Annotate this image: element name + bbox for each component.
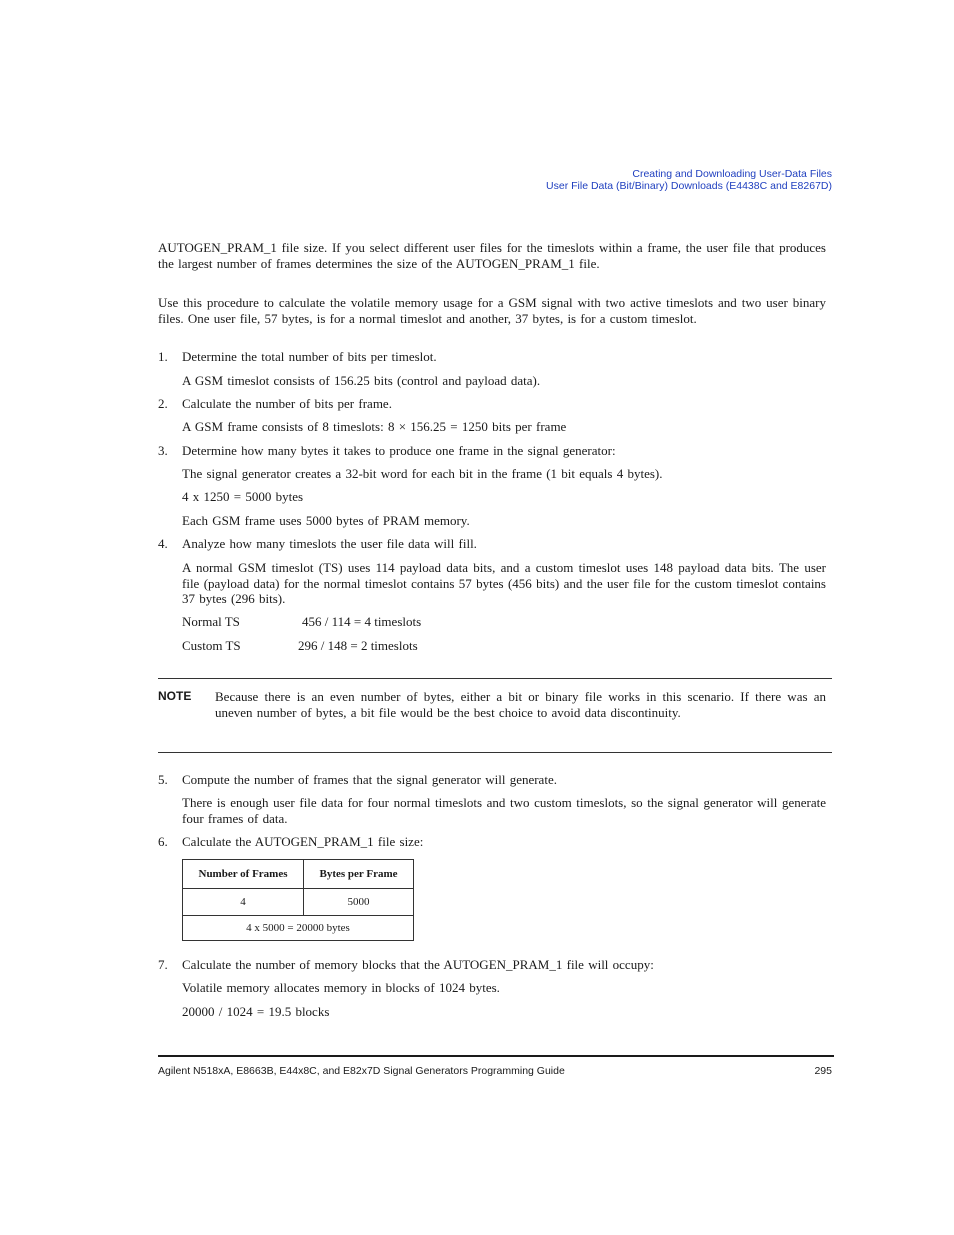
step-5-text: Compute the number of frames that the signal generator will generate.	[182, 772, 557, 787]
step-6-number: 6.	[158, 834, 168, 849]
frame-size-table	[182, 859, 414, 941]
running-header-chapter: Creating and Downloading User-Data Files	[632, 168, 832, 180]
intro-paragraph-1: AUTOGEN_PRAM_1 file size. If you select different user files for the timeslots within a frame, the user file that produces the largest number of frames determines the size of the AUTOGEN_PRAM_1 file.	[158, 240, 826, 271]
step-7-detail-2: 20000 / 1024 = 19.5 blocks	[182, 1004, 330, 1019]
table-total-row	[183, 916, 414, 941]
step-3-number: 3.	[158, 443, 168, 458]
step-6-text: Calculate the AUTOGEN_PRAM_1 file size:	[182, 834, 424, 849]
note-top-rule	[158, 678, 832, 679]
custom-ts-calc: 296 / 148 = 2 timeslots	[298, 638, 418, 653]
step-4-text: Analyze how many timeslots the user file data will fill.	[182, 536, 477, 551]
step-2-detail: A GSM frame consists of 8 timeslots: 8 × 156.25 = 1250 bits per frame	[182, 419, 567, 434]
step-4-number: 4.	[158, 536, 168, 551]
note-text: Because there is an even number of bytes, either a bit or binary file works in this scenario. If there was an uneven number of bytes, a bit file would be the best choice to avoid data discontinuity.	[215, 689, 826, 720]
normal-ts-label: Normal TS	[182, 614, 240, 629]
step-5-number: 5.	[158, 772, 168, 787]
footer-rule	[158, 1055, 834, 1057]
step-4-detail: A normal GSM timeslot (TS) uses 114 payload data bits, and a custom timeslot uses 148 payload data bits. The user file (payload data) for the normal timeslot contains 57 bytes (456 bits) and the user file for the custom timeslot contains 37 bytes (296 bits).	[182, 560, 826, 606]
running-header-section: User File Data (Bit/Binary) Downloads (E4438C and E8267D)	[546, 180, 832, 192]
step-1-text: Determine the total number of bits per timeslot.	[182, 349, 437, 364]
step-1-number: 1.	[158, 349, 168, 364]
table-cell-frames: 4	[183, 889, 304, 916]
step-3-detail-2: 4 x 1250 = 5000 bytes	[182, 489, 304, 504]
step-7-number: 7.	[158, 957, 168, 972]
custom-ts-label: Custom TS	[182, 638, 241, 653]
note-bottom-rule	[158, 752, 832, 753]
step-7-detail-1: Volatile memory allocates memory in blocks of 1024 bytes.	[182, 980, 500, 995]
normal-ts-calc: 456 / 114 = 4 timeslots	[302, 614, 422, 629]
step-3-detail-3: Each GSM frame uses 5000 bytes of PRAM memory.	[182, 513, 470, 528]
table-header-bytes: Bytes per Frame	[304, 860, 414, 889]
table-cell-total: 4 x 5000 = 20000 bytes	[183, 916, 414, 941]
step-1-detail: A GSM timeslot consists of 156.25 bits (control and payload data).	[182, 373, 541, 388]
page-number: 295	[814, 1065, 832, 1077]
table-cell-bytes: 5000	[304, 889, 414, 916]
intro-paragraph-2: Use this procedure to calculate the volatile memory usage for a GSM signal with two active timeslots and two user binary files. One user file, 57 bytes, is for a normal timeslot and another, 37 bytes, is for a custom timeslot.	[158, 295, 826, 326]
step-2-number: 2.	[158, 396, 168, 411]
step-3-text: Determine how many bytes it takes to produce one frame in the signal generator:	[182, 443, 616, 458]
step-3-detail-1: The signal generator creates a 32-bit word for each bit in the frame (1 bit equals 4 bytes).	[182, 466, 663, 481]
table-header-row	[183, 860, 414, 889]
step-5-detail: There is enough user file data for four normal timeslots and two custom timeslots, so the signal generator will generate four frames of data.	[182, 795, 826, 826]
footer-title: Agilent N518xA, E8663B, E44x8C, and E82x7D Signal Generators Programming Guide	[158, 1065, 565, 1077]
step-2-text: Calculate the number of bits per frame.	[182, 396, 392, 411]
table-header-frames: Number of Frames	[183, 860, 304, 889]
step-7-text: Calculate the number of memory blocks that the AUTOGEN_PRAM_1 file will occupy:	[182, 957, 654, 972]
note-label: NOTE	[158, 689, 192, 703]
table-row	[183, 889, 414, 916]
